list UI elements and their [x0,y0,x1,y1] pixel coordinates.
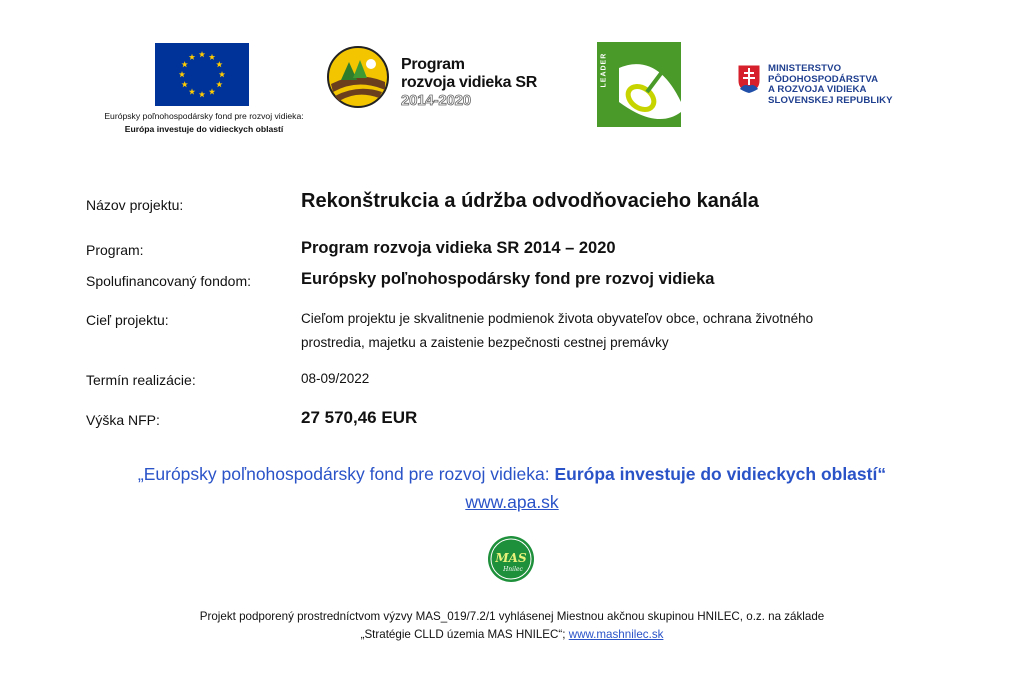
eu-star-icon [209,54,215,60]
project-name-label: Názov projektu: [86,197,184,213]
footer-line2 [0,628,1024,641]
project-name-value: Rekonštrukcia a údržba odvodňovacieho kanála [301,190,759,212]
quote-part2: Európa investuje do vidieckych oblastí“ [554,464,887,484]
footer-line2-text: „Stratégie CLLD územia MAS HNILEC“; [360,628,569,641]
ministry-line3: A ROZVOJA VIDIEKA [768,84,867,96]
prv-logo-icon [327,46,389,108]
program-value: Program rozvoja vidieka SR 2014 – 2020 [301,239,616,257]
apa-link[interactable]: www.apa.sk [465,492,559,512]
eu-star-icon [181,61,187,67]
goal-line1: Cieľom projektu je skvalitnenie podmienok života obyvateľov obce, ochrana životného [301,311,814,326]
eu-caption-line1: Európsky poľnohospodársky fond pre rozvoj vidieka: [104,111,304,121]
ministry-name [768,64,893,106]
goal-label: Cieľ projektu: [86,312,169,328]
eu-star-icon [216,61,222,67]
quote-part1: „Európsky poľnohospodársky fond pre rozvoj vidieka: [137,464,555,484]
mas-logo-text: MAS [495,551,527,565]
fund-quote [0,464,1024,485]
amount-label: Výška NFP: [86,412,160,428]
eu-star-icon [199,51,205,57]
eu-star-icon [219,71,225,77]
eu-flag-icon [155,43,249,106]
mashnilec-link[interactable]: www.mashnilec.sk [568,628,664,641]
leader-word: LEADER [600,52,608,88]
program-label: Program: [86,242,144,258]
ministry-line4: SLOVENSKEJ REPUBLIKY [768,94,893,106]
eu-star-icon [199,91,205,97]
prv-title-line2: rozvoja vidieka SR [401,74,537,91]
slovak-crest-icon [737,64,761,94]
goal-line2: prostredia, majetku a zaistenie bezpečnosti cestnej premávky [301,335,669,350]
eu-star-icon [189,54,195,60]
ministry-line2: PÔDOHOSPODÁRSTVA [768,73,879,85]
eu-star-icon [179,71,185,77]
eu-star-icon [209,88,215,94]
prv-title-line3: 2014-2020 [401,92,471,109]
prv-title-line1: Program [401,56,465,73]
fund-label: Spolufinancovaný fondom: [86,273,251,289]
amount-value: 27 570,46 EUR [301,408,418,427]
mas-logo-subtext: Hnilec [503,566,523,573]
goal-value [301,307,921,355]
apa-link-row [0,492,1024,513]
eu-star-icon [189,88,195,94]
term-value: 08-09/2022 [301,371,370,386]
ministry-line1: MINISTERSTVO [768,63,842,74]
footer-line1: Projekt podporený prostredníctvom výzvy MAS_019/7.2/1 vyhlásenej Miestnou akčnou skupinou HNILEC, o.z. na základe [199,610,825,623]
term-label: Termín realizácie: [86,372,196,388]
eu-caption-line2: Európa investuje do vidieckych oblastí [124,124,284,134]
eu-star-icon [181,81,187,87]
mas-logo-icon [487,535,535,583]
eu-stars-icon [155,43,249,106]
fund-value: Európsky poľnohospodársky fond pre rozvoj vidieka [301,270,715,288]
eu-caption [80,110,328,136]
eu-star-icon [216,81,222,87]
leader-logo-icon [597,42,681,127]
